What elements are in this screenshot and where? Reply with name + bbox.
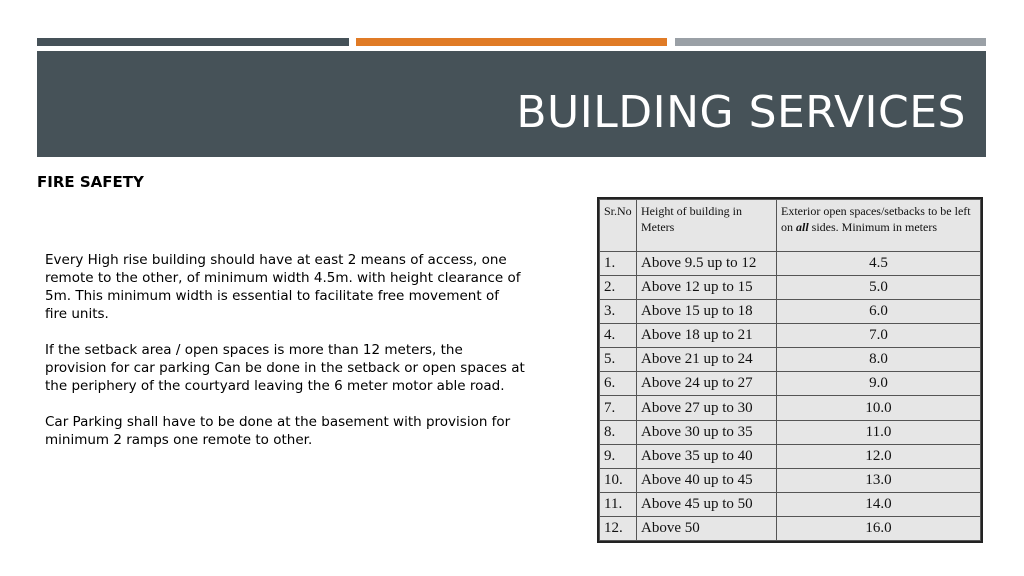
cell-setback: 11.0 [777,420,981,444]
cell-height: Above 45 up to 50 [637,492,777,516]
cell-setback: 7.0 [777,324,981,348]
table-row [600,420,981,444]
section-title: FIRE SAFETY [37,173,144,191]
cell-height: Above 24 up to 27 [637,372,777,396]
cell-height: Above 27 up to 30 [637,396,777,420]
table-row [600,348,981,372]
cell-sr-no: 6. [600,372,637,396]
cell-height: Above 9.5 up to 12 [637,252,777,276]
title-banner [37,51,986,157]
table-row [600,468,981,492]
cell-height: Above 12 up to 15 [637,276,777,300]
table-row [600,444,981,468]
cell-height: Above 40 up to 45 [637,468,777,492]
cell-height: Above 30 up to 35 [637,420,777,444]
cell-setback: 6.0 [777,300,981,324]
table-row [600,300,981,324]
cell-setback: 14.0 [777,492,981,516]
accent-bar-dark [37,38,349,46]
table-row [600,396,981,420]
accent-bar-orange [356,38,667,46]
table-row [600,252,981,276]
paragraph: If the setback area / open spaces is more than 12 meters, the provision for car parking Can be done in the setback or open spaces at the periphery of the courtyard leaving the 6 meter motor able road. [45,342,525,394]
cell-setback: 12.0 [777,444,981,468]
cell-setback: 16.0 [777,516,981,540]
header-setback: Exterior open spaces/setbacks to be left on all sides. Minimum in meters [777,200,981,252]
table-row [600,324,981,348]
cell-sr-no: 3. [600,300,637,324]
paragraph: Car Parking shall have to be done at the basement with provision for minimum 2 ramps one remote to other. [45,414,511,448]
cell-setback: 13.0 [777,468,981,492]
table-row [600,492,981,516]
cell-sr-no: 11. [600,492,637,516]
cell-sr-no: 8. [600,420,637,444]
table-row [600,516,981,540]
cell-height: Above 21 up to 24 [637,348,777,372]
header-height: Height of building in Meters [637,200,777,252]
cell-height: Above 18 up to 21 [637,324,777,348]
cell-height: Above 15 up to 18 [637,300,777,324]
header-sr-no: Sr.No [600,200,637,252]
accent-bar-gray [675,38,986,46]
cell-sr-no: 9. [600,444,637,468]
cell-setback: 8.0 [777,348,981,372]
table-row [600,276,981,300]
cell-setback: 4.5 [777,252,981,276]
slide-title: BUILDING SERVICES [516,87,966,138]
body-text [45,251,525,467]
cell-sr-no: 7. [600,396,637,420]
table-row [600,372,981,396]
cell-setback: 5.0 [777,276,981,300]
cell-setback: 9.0 [777,372,981,396]
setback-table [597,197,983,543]
cell-sr-no: 1. [600,252,637,276]
cell-sr-no: 4. [600,324,637,348]
cell-sr-no: 10. [600,468,637,492]
cell-sr-no: 5. [600,348,637,372]
cell-height: Above 50 [637,516,777,540]
paragraph: Every High rise building should have at east 2 means of access, one remote to the other, of minimum width 4.5m. with height clearance of 5m. This minimum width is essential to facilitate free movement of fire units. [45,252,521,322]
cell-height: Above 35 up to 40 [637,444,777,468]
cell-sr-no: 2. [600,276,637,300]
cell-setback: 10.0 [777,396,981,420]
cell-sr-no: 12. [600,516,637,540]
